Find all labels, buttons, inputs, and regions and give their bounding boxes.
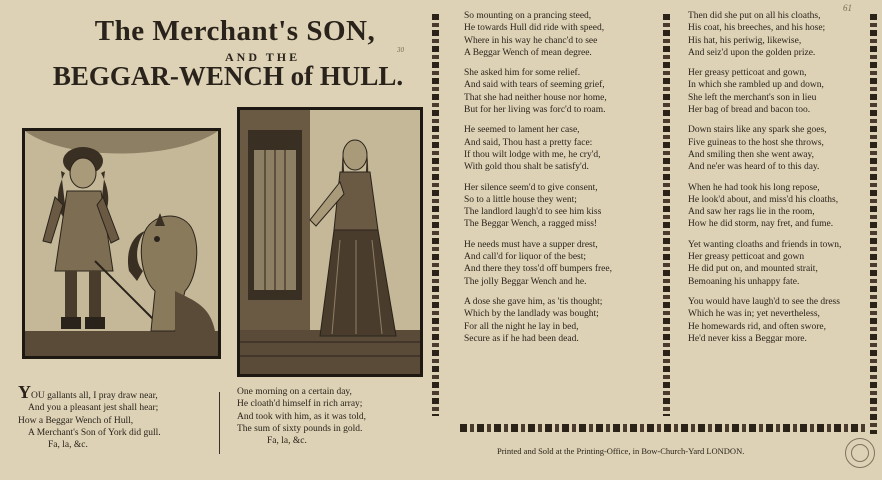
verse-line: And ne'er was heard of to this day. <box>688 162 820 173</box>
stanza <box>688 239 841 288</box>
verse-line: His coat, his breeches, and his hose; <box>688 23 826 34</box>
stanza <box>464 10 612 59</box>
verse-line: He homewards rid, and often swore, <box>688 321 826 332</box>
second-stanza <box>237 386 366 447</box>
stanza <box>464 296 612 345</box>
verse-line: Five guineas to the host she throws, <box>688 137 824 148</box>
pencil-note: 30 <box>397 46 404 54</box>
stanza <box>688 296 841 345</box>
verse-line: One morning on a certain day, <box>237 387 352 397</box>
verse-line: And smiling then she went away, <box>688 149 815 160</box>
stanza <box>464 67 612 116</box>
stanza <box>688 67 841 116</box>
verse-line: Yet wanting cloaths and friends in town, <box>688 239 842 250</box>
verse-line: Bemoaning his unhappy fate. <box>688 276 800 287</box>
verse-line: She asked him for some relief. <box>464 68 581 79</box>
stanza <box>688 182 841 231</box>
verse-line: She left the merchant's son in lieu <box>688 92 817 103</box>
verse-line: Where in his way he chanc'd to see <box>464 35 598 46</box>
verse-line: Which by the landlady was bought; <box>464 309 599 320</box>
verse-line: That she had neither house nor home, <box>464 92 607 103</box>
verse-line: How a Beggar Wench of Hull, <box>18 415 134 426</box>
verse-line: He towards Hull did ride with speed, <box>464 23 605 34</box>
chorus-line: Fa, la, &c. <box>267 436 307 447</box>
verse-line: You would have laugh'd to see the dress <box>688 296 840 307</box>
verse-line: How he did storm, nay fret, and fume. <box>688 219 834 230</box>
stanza <box>688 124 841 173</box>
title-line-3: BEGGAR-WENCH of HULL. <box>52 61 404 91</box>
verse-line: A Beggar Wench of mean degree. <box>464 47 592 58</box>
verse-line: The sum of sixty pounds in gold. <box>237 423 363 434</box>
verse-line: And said, Thou hast a pretty face: <box>464 137 593 148</box>
title-line-1: The Merchant's SON, <box>94 15 376 47</box>
ornament-border-icon <box>460 424 865 432</box>
verse-line: The landlord laugh'd to see him kiss <box>464 207 602 218</box>
drop-cap: Y <box>18 382 31 402</box>
verse-line: And there they toss'd off bumpers free, <box>464 264 612 275</box>
verse-line: Which he was in; yet nevertheless, <box>688 309 820 320</box>
verse-line: And took with him, as it was told, <box>237 411 367 422</box>
stanza <box>464 182 612 231</box>
verse-column-4 <box>688 10 841 353</box>
column-divider <box>219 392 220 454</box>
verse-line: Her silence seem'd to give consent, <box>464 182 598 193</box>
verse-line: And you a pleasant jest shall hear; <box>28 403 159 414</box>
verse-line: He did put on, and mounted strait, <box>688 264 818 275</box>
verse-line: He needs must have a supper drest, <box>464 239 598 250</box>
verse-line: He seemed to lament her case, <box>464 125 580 136</box>
stanza <box>464 124 612 173</box>
verse-line: Down stairs like any spark she goes, <box>688 125 827 136</box>
stanza <box>464 239 612 288</box>
verse-line: The Beggar Wench, a ragged miss! <box>464 219 598 230</box>
verse-line: When he had took his long repose, <box>688 182 820 193</box>
verse-line: And call'd for liquor of the best; <box>464 252 587 263</box>
verse-line: Secure as if he had been dead. <box>464 333 579 344</box>
verse-line: And saw her rags lie in the room, <box>688 207 815 218</box>
verse-line: The jolly Beggar Wench and he. <box>464 276 587 287</box>
woodcut-merchant-horse-icon <box>22 128 221 359</box>
verse-line: Her greasy petticoat and gown, <box>688 68 807 79</box>
page-number: 61 <box>843 3 852 13</box>
verse-line: But for her living was forc'd to roam. <box>464 105 606 116</box>
chorus-line: Fa, la, &c. <box>48 440 88 451</box>
verse-line: He'd never kiss a Beggar more. <box>688 333 807 344</box>
stanza <box>688 10 841 59</box>
verse-column-3 <box>464 10 612 353</box>
verse-line: A dose she gave him, as 'tis thought; <box>464 296 603 307</box>
ornament-border-icon <box>432 14 439 416</box>
woodcut-beggar-wench-icon <box>237 107 423 377</box>
verse-line: And said with tears of seeming grief, <box>464 80 605 91</box>
verse-line: Then did she put on all his cloaths, <box>688 11 821 21</box>
verse-line: His hat, his periwig, likewise, <box>688 35 802 46</box>
verse-line: With gold thou shalt be satisfy'd. <box>464 162 589 173</box>
verse-line: OU gallants all, I pray draw near, <box>31 391 158 401</box>
verse-line: A Merchant's Son of York did gull. <box>28 427 161 438</box>
verse-line: For all the night he lay in bed, <box>464 321 579 332</box>
verse-line: He cloath'd himself in rich array; <box>237 399 363 410</box>
verse-line: In which she rambled up and down, <box>688 80 824 91</box>
ornament-border-icon <box>663 14 670 416</box>
verse-line: And seiz'd upon the golden prize. <box>688 47 816 58</box>
ornament-border-icon <box>870 14 877 434</box>
printer-imprint: Printed and Sold at the Printing-Office, in Bow-Church-Yard LONDON. <box>497 446 745 456</box>
verse-line: So mounting on a prancing steed, <box>464 11 592 21</box>
verse-line: Her bag of bread and bacon too. <box>688 105 811 116</box>
title-line-2: AND THE <box>225 50 301 64</box>
library-stamp-icon <box>845 438 875 468</box>
verse-line: If thou wilt lodge with me, he cry'd, <box>464 149 601 160</box>
verse-line: Her greasy petticoat and gown <box>688 252 805 263</box>
opening-stanza <box>18 382 161 451</box>
verse-line: He look'd about, and miss'd his cloaths, <box>688 194 839 205</box>
verse-line: So to a little house they went; <box>464 194 577 205</box>
